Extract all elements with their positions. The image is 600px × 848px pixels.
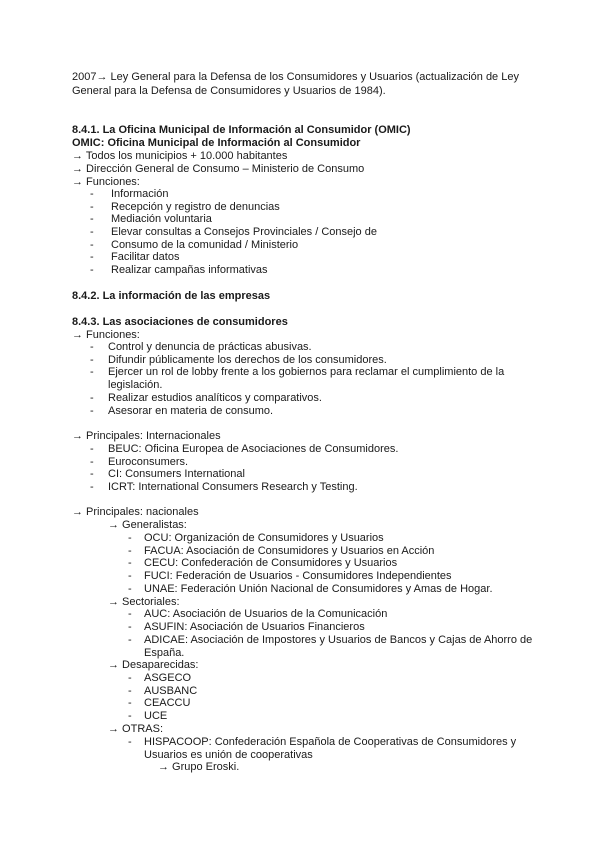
list-item: CI: Consumers International [108,468,245,480]
list-bullet: - [90,226,94,238]
list-bullet: - [128,583,132,595]
list-item: Difundir públicamente los derechos de los consumidores. [108,354,387,366]
list-bullet: - [128,570,132,582]
list-bullet: - [90,456,94,468]
list-item: Realizar estudios analíticos y comparativos. [108,392,322,404]
section-subheading-omic: OMIC: Oficina Municipal de Información al Consumidor [72,137,361,149]
list-item-continuation: legislación. [108,379,163,391]
arrow-line-otras: → OTRAS: [108,723,164,735]
list-bullet: - [90,239,94,251]
list-item: UCE [144,710,168,722]
list-item: Realizar campañas informativas [111,264,268,276]
list-item: Consumo de la comunidad / Ministerio [111,239,299,251]
list-item: Euroconsumers. [108,456,189,468]
arrow-line-generalistas: → Generalistas: [108,519,187,531]
list-bullet: - [128,545,132,557]
arrow-line-eroski: → Grupo Eroski. [158,761,240,773]
list-item: CEACCU [144,697,191,709]
list-bullet: - [128,672,132,684]
list-item: UNAE: Federación Unión Nacional de Consumidores y Amas de Hogar. [144,583,493,595]
list-bullet: - [128,634,132,646]
list-bullet: - [90,341,94,353]
arrow-line-sectoriales: → Sectoriales: [108,596,180,608]
list-bullet: - [90,366,94,378]
list-bullet: - [90,201,94,213]
list-bullet: - [90,481,94,493]
list-bullet: - [90,213,94,225]
arrow-line-desaparecidas: → Desaparecidas: [108,659,199,671]
list-item: ASGECO [144,672,192,684]
list-item: BEUC: Oficina Europea de Asociaciones de Consumidores. [108,443,399,455]
list-bullet: - [128,608,132,620]
section-heading-841: 8.4.1. La Oficina Municipal de Información al Consumidor (OMIC) [72,124,411,136]
list-bullet: - [90,468,94,480]
intro-line-2: General para la Defensa de Consumidores y Usuarios de 1984). [72,85,386,97]
list-item: AUC: Asociación de Usuarios de la Comunicación [144,608,388,620]
list-item: AUSBANC [144,685,198,697]
list-bullet: - [90,251,94,263]
list-item-continuation: Usuarios es unión de cooperativas [144,749,313,761]
list-item: Elevar consultas a Consejos Provinciales / Consejo de [111,226,377,238]
list-item: Ejercer un rol de lobby frente a los gobiernos para reclamar el cumplimiento de la [108,366,505,378]
list-bullet: - [128,697,132,709]
list-item: ADICAE: Asociación de Impostores y Usuarios de Bancos y Cajas de Ahorro de [144,634,533,646]
list-item: Control y denuncia de prácticas abusivas. [108,341,312,353]
intro-line-1: 2007→ Ley General para la Defensa de los Consumidores y Usuarios (actualización de Ley [72,71,519,83]
list-bullet: - [128,532,132,544]
list-item: OCU: Organización de Consumidores y Usuarios [144,532,384,544]
list-item: Mediación voluntaria [111,213,212,225]
section-heading-843: 8.4.3. Las asociaciones de consumidores [72,316,288,328]
list-item: Recepción y registro de denuncias [111,201,280,213]
list-item: Información [111,188,169,200]
list-item: ASUFIN: Asociación de Usuarios Financieros [144,621,365,633]
list-item: FACUA: Asociación de Consumidores y Usuarios en Acción [144,545,435,557]
list-bullet: - [128,621,132,633]
section-heading-842: 8.4.2. La información de las empresas [72,290,271,302]
list-bullet: - [90,392,94,404]
list-bullet: - [90,405,94,417]
arrow-line-internacionales: → Principales: Internacionales [72,430,221,442]
list-bullet: - [90,354,94,366]
arrow-line-nacionales: → Principales: nacionales [72,506,199,518]
list-item: HISPACOOP: Confederación Española de Cooperativas de Consumidores y [144,736,517,748]
arrow-line-funciones-asoc: → Funciones: [72,329,140,341]
list-bullet: - [90,264,94,276]
list-item: FUCI: Federación de Usuarios - Consumidores Independientes [144,570,452,582]
list-bullet: - [90,443,94,455]
list-bullet: - [128,685,132,697]
list-item: CECU: Confederación de Consumidores y Usuarios [144,557,398,569]
list-bullet: - [128,710,132,722]
arrow-line-municipios: → Todos los municipios + 10.000 habitantes [72,150,288,162]
list-bullet: - [128,736,132,748]
list-item: Asesorar en materia de consumo. [108,405,274,417]
list-item: Facilitar datos [111,251,180,263]
list-bullet: - [128,557,132,569]
list-item: ICRT: International Consumers Research y Testing. [108,481,358,493]
list-item-continuation: España. [144,647,185,659]
list-bullet: - [90,188,94,200]
arrow-line-funciones: → Funciones: [72,176,140,188]
arrow-line-direccion: → Dirección General de Consumo – Ministerio de Consumo [72,163,365,175]
